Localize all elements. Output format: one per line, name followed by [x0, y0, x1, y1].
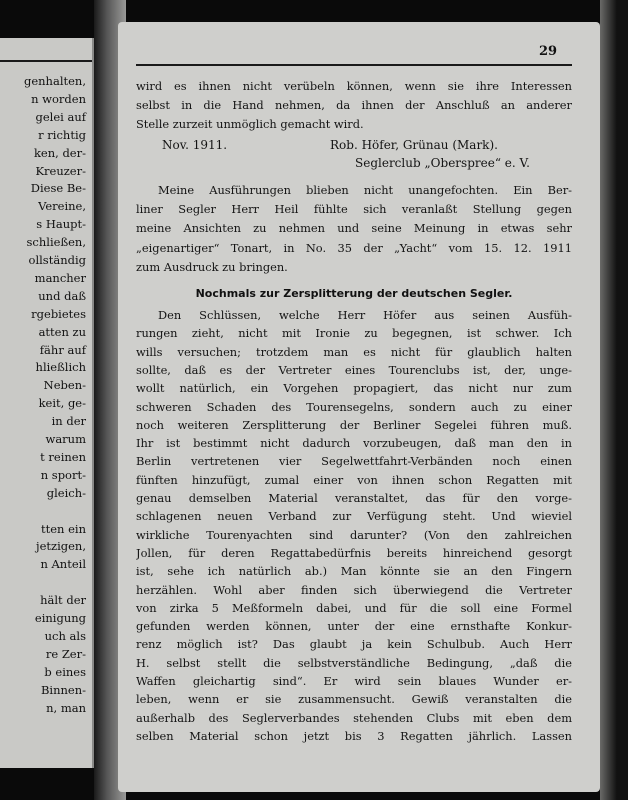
left-text-line: n Anteil	[40, 557, 86, 572]
left-text-line: n sport-	[40, 467, 86, 482]
text-line: wirkliche Tourenyachten sind darunter? (Von den zahlreichen	[136, 527, 572, 542]
left-text-line: einigung	[34, 611, 86, 625]
signature-name: Rob. Höfer, Grünau (Mark).	[330, 138, 498, 152]
left-text-line: Neben-	[43, 378, 86, 393]
text-line: Stelle zurzeit unmöglich gemacht wird.	[136, 117, 364, 131]
left-text-line: mancher	[34, 270, 86, 285]
text-line: ist, sehe ich natürlich ab.) Man könnte sie an den Fingern	[136, 564, 572, 579]
text-line: „eigenartiger“ Tonart, in No. 35 der „Yacht“ vom 15. 12. 1911	[136, 240, 572, 255]
text-line: wollt natürlich, ein Vorgehen propagiert, das nicht nur zum	[136, 381, 572, 396]
signature-club: Seglerclub „Oberspree“ e. V.	[355, 156, 530, 170]
left-text-line: rgebietes	[31, 306, 86, 321]
left-text-line: Diese Be-	[30, 181, 86, 196]
text-line: Berlin vertretenen vier Segelwettfahrt-Verbänden noch einen	[136, 454, 572, 469]
left-text-line: und daß	[38, 288, 86, 303]
left-text-line: uch als	[44, 628, 86, 643]
left-text-line: jetzigen,	[36, 539, 86, 554]
left-text-line: warum	[45, 432, 86, 446]
text-line: wird es ihnen nicht verübeln können, wenn sie ihre Interessen	[136, 79, 572, 93]
left-text-line: r richtig	[38, 127, 86, 142]
text-line: liner Segler Herr Heil fühlte sich veranlaßt Stellung gegen	[136, 202, 572, 217]
header-rule	[136, 64, 572, 66]
text-line: sollte, daß es der Vertreter eines Tourenclubs ist, der, unge-	[136, 362, 572, 377]
left-text-line: in der	[51, 414, 86, 429]
text-line: Jollen, für deren Regattabedürfnis bereits hinreichend gesorgt	[136, 545, 572, 560]
left-text-line: tten ein	[40, 521, 86, 536]
left-text-line: schließen,	[26, 235, 86, 250]
text-line: selbst in die Hand nehmen, da ihnen der Anschluß an anderer	[136, 98, 572, 112]
left-text-line: s Haupt-	[36, 217, 86, 232]
text-line: noch weiteren Zersplitterung der Berliner Segelei führen muß.	[136, 417, 572, 432]
left-text-line: Vereine,	[38, 199, 86, 214]
left-text-line: gelei auf	[35, 109, 86, 124]
left-text-line: hält der	[40, 593, 86, 608]
text-line: gefunden werden können, unter der eine ernsthafte Konkur-	[136, 619, 572, 634]
text-line: H. selbst stellt die selbstverständliche Bedingung, „daß die	[136, 655, 572, 670]
text-line: rungen zieht, nicht mit Ironie zu begegnen, ist schwer. Ich	[136, 326, 572, 341]
text-line: meine Ansichten zu nehmen und seine Meinung in etwas sehr	[136, 221, 572, 236]
left-text-line: re Zer-	[45, 646, 86, 661]
left-text-line: t reinen	[40, 449, 86, 464]
left-text-line: b eines	[44, 664, 86, 679]
left-page-rule	[0, 60, 92, 62]
left-text-line: gleich-	[46, 485, 86, 500]
left-text-line: hließlich	[35, 360, 86, 375]
left-text-line: ken, der-	[33, 145, 86, 160]
page-number: 29	[539, 44, 558, 59]
left-text-line: keit, ge-	[38, 396, 86, 411]
left-text-line: Kreuzer-	[35, 163, 86, 178]
text-line: schlagenen neuen Verband zur Verfügung steht. Und wieviel	[136, 509, 572, 524]
text-line: selben Material schon jetzt bis 3 Regatten jährlich. Lassen	[136, 728, 572, 743]
text-line: schweren Schaden des Tourensegelns, sondern auch zu einer	[136, 399, 572, 414]
text-line: außerhalb des Seglerverbandes stehenden Clubs mit eben dem	[136, 710, 572, 725]
text-line: herzählen. Wohl aber finden sich überwiegend die Vertreter	[136, 582, 572, 597]
left-text-line: genhalten,	[23, 74, 86, 88]
text-line: Meine Ausführungen blieben nicht unangefochten. Ein Ber-	[158, 183, 572, 197]
text-line: leben, wenn er sie zusammensucht. Gewiß veranstalten die	[136, 692, 572, 707]
left-text-line: Binnen-	[40, 682, 86, 697]
text-line: Den Schlüssen, welche Herr Höfer aus seinen Ausfüh-	[158, 308, 572, 322]
left-text-line: atten zu	[38, 324, 86, 339]
signature-date: Nov. 1911.	[162, 138, 228, 152]
page-edge-shadow	[600, 0, 628, 800]
text-line: Ihr ist bestimmt nicht dadurch vorzubeugen, daß man den in	[136, 436, 572, 451]
left-text-line: n worden	[31, 91, 86, 106]
left-text-line: n, man	[46, 700, 86, 715]
text-line: genau demselben Material veranstaltet, das für den vorge-	[136, 491, 572, 505]
text-line: zum Ausdruck zu bringen.	[136, 259, 288, 274]
text-line: Waffen gleichartig sind“. Er wird sein blaues Wunder er-	[136, 674, 572, 688]
text-line: von zirka 5 Meßformeln dabei, und für die soll eine Formel	[136, 600, 572, 615]
text-line: fünften hinzufügt, zumal einer von ihnen schon Regatten mit	[136, 472, 572, 487]
left-text-line: ollständig	[28, 253, 86, 267]
text-line: renz möglich ist? Das glaubt ja kein Schulbub. Auch Herr	[136, 637, 572, 652]
text-line: wills versuchen; trotzdem man es nicht für glaublich halten	[136, 344, 572, 359]
left-page	[0, 38, 94, 768]
section-heading: Nochmals zur Zersplitterung der deutschen Segler.	[195, 287, 513, 300]
left-text-line: fähr auf	[39, 342, 86, 357]
